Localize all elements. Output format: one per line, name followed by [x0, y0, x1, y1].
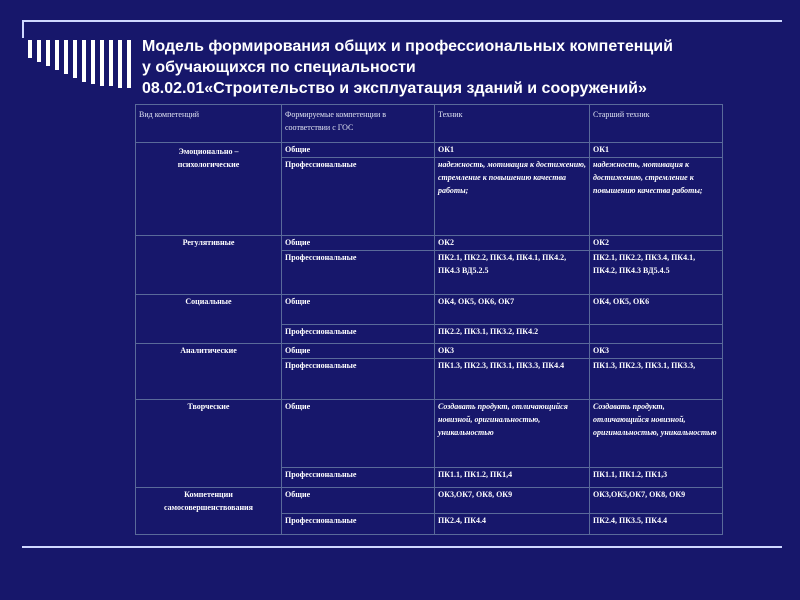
category-cell: Творческие [136, 400, 282, 488]
type-cell: Общие [282, 344, 435, 359]
type-cell: Профессиональные [282, 251, 435, 295]
header-cell: Старший техник [590, 105, 723, 143]
value-cell: ОК1 [590, 143, 723, 158]
category-cell: Регулятивные [136, 236, 282, 295]
value-cell: ОК2 [590, 236, 723, 251]
type-cell: Профессиональные [282, 325, 435, 344]
value-cell: ПК1.1, ПК1.2, ПК1,3 [590, 468, 723, 488]
value-cell [590, 325, 723, 344]
table-header-row [136, 105, 723, 143]
header-cell: Формируемые компетенции в соответствии с ГОС [282, 105, 435, 143]
table-row [136, 143, 723, 158]
category-cell: Эмоционально – психологические [136, 143, 282, 236]
type-cell: Общие [282, 400, 435, 468]
type-cell: Общие [282, 143, 435, 158]
category-cell: Социальные [136, 295, 282, 344]
type-cell: Профессиональные [282, 468, 435, 488]
value-cell: ОК2 [435, 236, 590, 251]
decorative-stripes [28, 40, 148, 88]
type-cell: Профессиональные [282, 158, 435, 236]
decorative-frame-left [22, 20, 24, 38]
value-cell: ОК1 [435, 143, 590, 158]
slide-title [142, 36, 762, 99]
value-cell: ПК2.4, ПК4.4 [435, 514, 590, 535]
header-cell: Вид компетенций [136, 105, 282, 143]
type-cell: Профессиональные [282, 514, 435, 535]
table-row [136, 488, 723, 514]
header-cell: Техник [435, 105, 590, 143]
value-cell: ПК2.1, ПК2.2, ПК3.4, ПК4.1, ПК4.2, ПК4.3 ВД5.4.5 [590, 251, 723, 295]
competency-table [135, 104, 723, 535]
type-cell: Общие [282, 295, 435, 325]
value-cell: ОК4, ОК5, ОК6 [590, 295, 723, 325]
value-cell: Создавать продукт, отличающийся новизной, оригинальностью, уникальностью [435, 400, 590, 468]
value-cell: ПК2.4, ПК3.5, ПК4.4 [590, 514, 723, 535]
value-cell: Создавать продукт, отличающийся новизной, оригинальностью, уникальностью [590, 400, 723, 468]
value-cell: ОК3 [590, 344, 723, 359]
value-cell: ПК1.1, ПК1.2, ПК1,4 [435, 468, 590, 488]
table-row [136, 295, 723, 325]
value-cell: ПК2.2, ПК3.1, ПК3.2, ПК4.2 [435, 325, 590, 344]
decorative-frame-bottom [22, 546, 782, 548]
value-cell: ОК3,ОК7, ОК8, ОК9 [435, 488, 590, 514]
title-line-3: 08.02.01«Строительство и эксплуатация зданий и сооружений» [142, 80, 647, 97]
category-cell: Аналитические [136, 344, 282, 400]
value-cell: надежность, мотивация к достижению, стремление к повышению качества работы; [590, 158, 723, 236]
title-line-1: Модель формирования общих и профессиональных компетенций [142, 38, 673, 55]
value-cell: ОК3 [435, 344, 590, 359]
type-cell: Общие [282, 236, 435, 251]
value-cell: ПК1.3, ПК2.3, ПК3.1, ПК3.3, ПК4.4 [435, 359, 590, 400]
table-row [136, 400, 723, 468]
type-cell: Профессиональные [282, 359, 435, 400]
value-cell: ПК1.3, ПК2.3, ПК3.1, ПК3.3, [590, 359, 723, 400]
value-cell: надежность, мотивация к достижению, стремление к повышению качества работы; [435, 158, 590, 236]
value-cell: ПК2.1, ПК2.2, ПК3.4, ПК4.1, ПК4.2, ПК4.3 ВД5.2.5 [435, 251, 590, 295]
value-cell: ОК3,ОК5,ОК7, ОК8, ОК9 [590, 488, 723, 514]
category-cell: Компетенции самосовершенствования [136, 488, 282, 535]
table-row [136, 236, 723, 251]
decorative-frame-top [22, 20, 782, 22]
value-cell: ОК4, ОК5, ОК6, ОК7 [435, 295, 590, 325]
title-line-2: у обучающихся по специальности [142, 59, 416, 76]
type-cell: Общие [282, 488, 435, 514]
table-row [136, 344, 723, 359]
